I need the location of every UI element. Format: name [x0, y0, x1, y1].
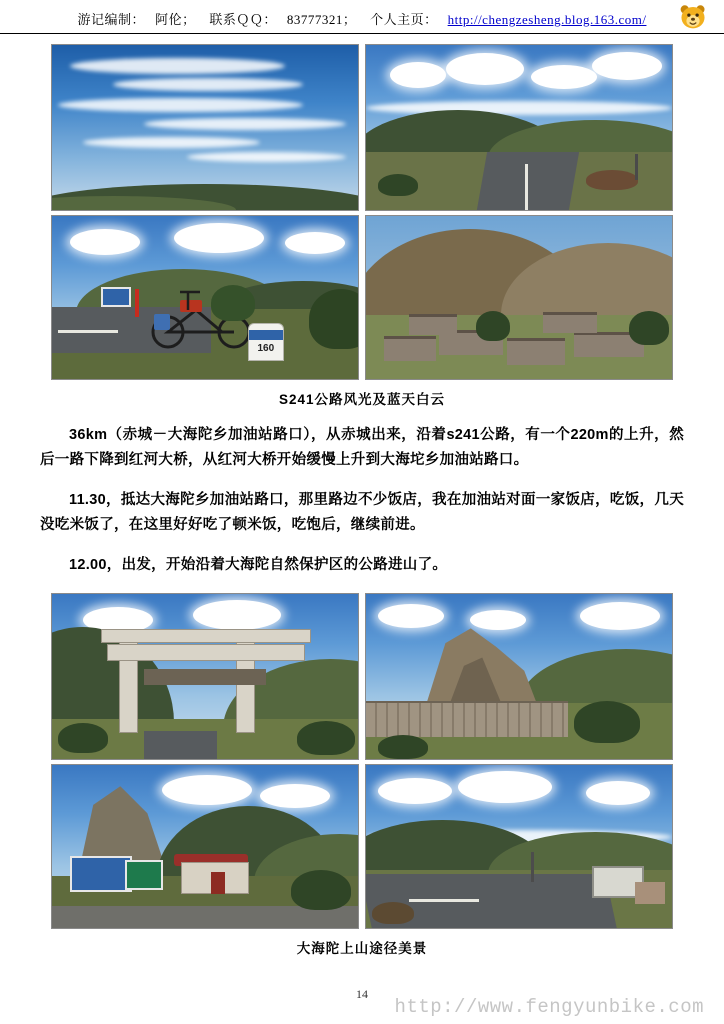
photo-mountain-road-with-billboard [365, 764, 673, 929]
photo-blue-sky-over-grassland [51, 44, 359, 211]
bear-mascot-icon [676, 2, 710, 30]
photo-grid-top [28, 44, 696, 380]
photo-grid-bottom [28, 593, 696, 929]
milestone-number: 160 [257, 343, 275, 354]
page-header [0, 0, 724, 32]
page-content [0, 44, 724, 957]
page-number: 14 [356, 987, 368, 1001]
header-homepage-label: 个人主页： [370, 12, 438, 27]
milestone-marker [248, 323, 284, 361]
photo-stone-memorial-gate-in-valley [51, 593, 359, 760]
paragraph-1: 36km（赤城－大海陀乡加油站路口），从赤城出来，沿着s241公路，有一个220m的上升，然后一路下降到红河大桥，从红河大桥开始缓慢上升到大海坨乡加油站路口。 [40, 426, 684, 468]
photo-loaded-bicycle-at-milestone-160 [51, 215, 359, 380]
photo-rocky-peak-with-stone-wall [365, 593, 673, 760]
header-divider [0, 33, 724, 34]
header-qq-value: 83777321； [286, 12, 357, 27]
caption-bottom: 大海陀上山途径美景 [296, 940, 428, 956]
header-author-label: 游记编制： [77, 12, 146, 27]
site-watermark: http://www.fengyunbike.com [394, 996, 704, 1018]
header-homepage-link[interactable]: http://chengzesheng.blog.163.com/ [447, 12, 647, 27]
caption-top: S241公路风光及蓝天白云 [278, 392, 446, 407]
article-body [40, 423, 684, 579]
photo-village-houses-below-mountain [365, 215, 673, 380]
header-credit-line [0, 9, 724, 28]
header-qq-label: 联系ＱＱ： [209, 12, 277, 27]
photo-temple-gate-at-mountain-foot [51, 764, 359, 929]
paragraph-3: 12.00，出发，开始沿着大海陀自然保护区的公路进山了。 [69, 557, 448, 573]
header-author-name: 阿伦； [155, 12, 196, 27]
paragraph-2: 11.30，抵达大海陀乡加油站路口，那里路边不少饭店，我在加油站对面一家饭店，吃饭，几天没吃米饭了，在这里好好吃了顿米饭，吃饱后，继续前进。 [40, 491, 684, 534]
photo-s241-road-through-hills [365, 44, 673, 211]
